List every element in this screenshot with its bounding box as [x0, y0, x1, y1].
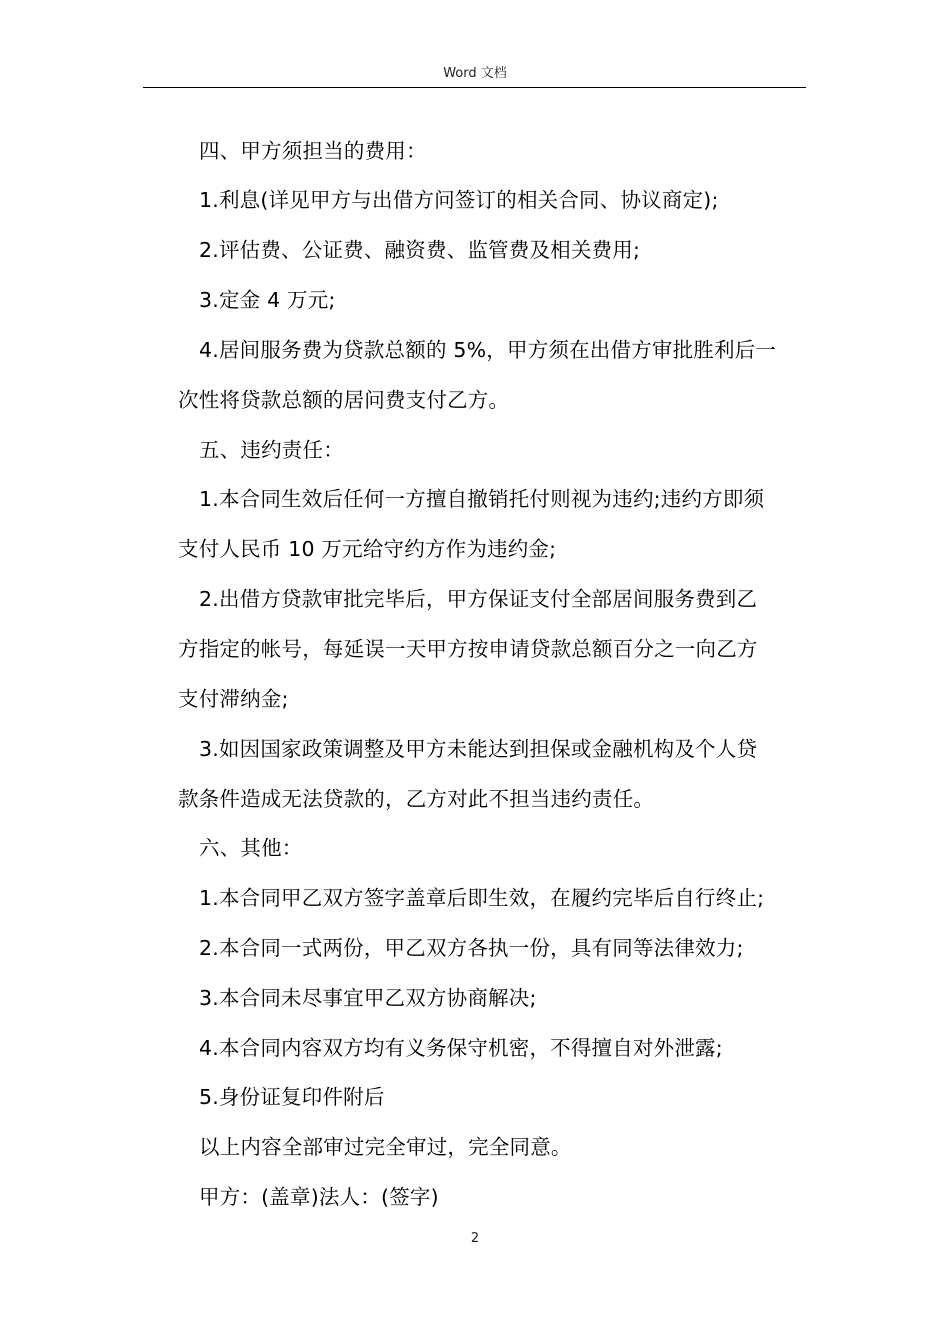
paragraph-line: 1.本合同甲乙双方签字盖章后即生效，在履约完毕后自行终止; — [199, 886, 765, 910]
section-heading-other: 六、其他： — [199, 836, 303, 860]
paragraph-line: 4.本合同内容双方均有义务保守机密，不得擅自对外泄露; — [199, 1036, 723, 1060]
paragraph-line: 以上内容全部审过完全审过，完全同意。 — [199, 1135, 572, 1159]
paragraph-line: 2.评估费、公证费、融资费、监管费及相关费用; — [199, 238, 641, 262]
section-heading-fees: 四、甲方须担当的费用： — [199, 139, 427, 163]
paragraph-line: 款条件造成无法贷款的，乙方对此不担当违约责任。 — [178, 787, 655, 811]
page-number: 2 — [470, 1231, 480, 1246]
paragraph-line: 3.本合同未尽事宜甲乙双方协商解决; — [199, 986, 537, 1010]
paragraph-line: 2.出借方贷款审批完毕后，甲方保证支付全部居间服务费到乙 — [199, 587, 758, 611]
paragraph-line: 1.本合同生效后任何一方擅自撤销托付则视为违约;违约方即须 — [199, 487, 765, 511]
paragraph-line: 1.利息(详见甲方与出借方问签订的相关合同、协议商定); — [199, 188, 719, 212]
paragraph-line: 4.居间服务费为贷款总额的 5%，甲方须在出借方审批胜利后一 — [199, 338, 777, 362]
paragraph-line: 3.定金 4 万元; — [199, 288, 336, 312]
page-header-title: Word 文档 — [443, 66, 507, 81]
paragraph-line: 次性将贷款总额的居问费支付乙方。 — [178, 388, 510, 412]
paragraph-line: 支付滞纳金; — [178, 687, 289, 711]
paragraph-line: 3.如因国家政策调整及甲方未能达到担保或金融机构及个人贷 — [199, 737, 758, 761]
section-heading-liability: 五、违约责任： — [199, 438, 344, 462]
paragraph-line: 方指定的帐号，每延误一天甲方按申请贷款总额百分之一向乙方 — [178, 637, 758, 661]
paragraph-line: 5.身份证复印件附后 — [199, 1085, 385, 1109]
paragraph-line: 2.本合同一式两份，甲乙双方各执一份，具有同等法律效力; — [199, 936, 744, 960]
paragraph-line: 支付人民币 10 万元给守约方作为违约金; — [178, 537, 557, 561]
signature-line: 甲方：(盖章)法人：(签字) — [199, 1185, 439, 1209]
